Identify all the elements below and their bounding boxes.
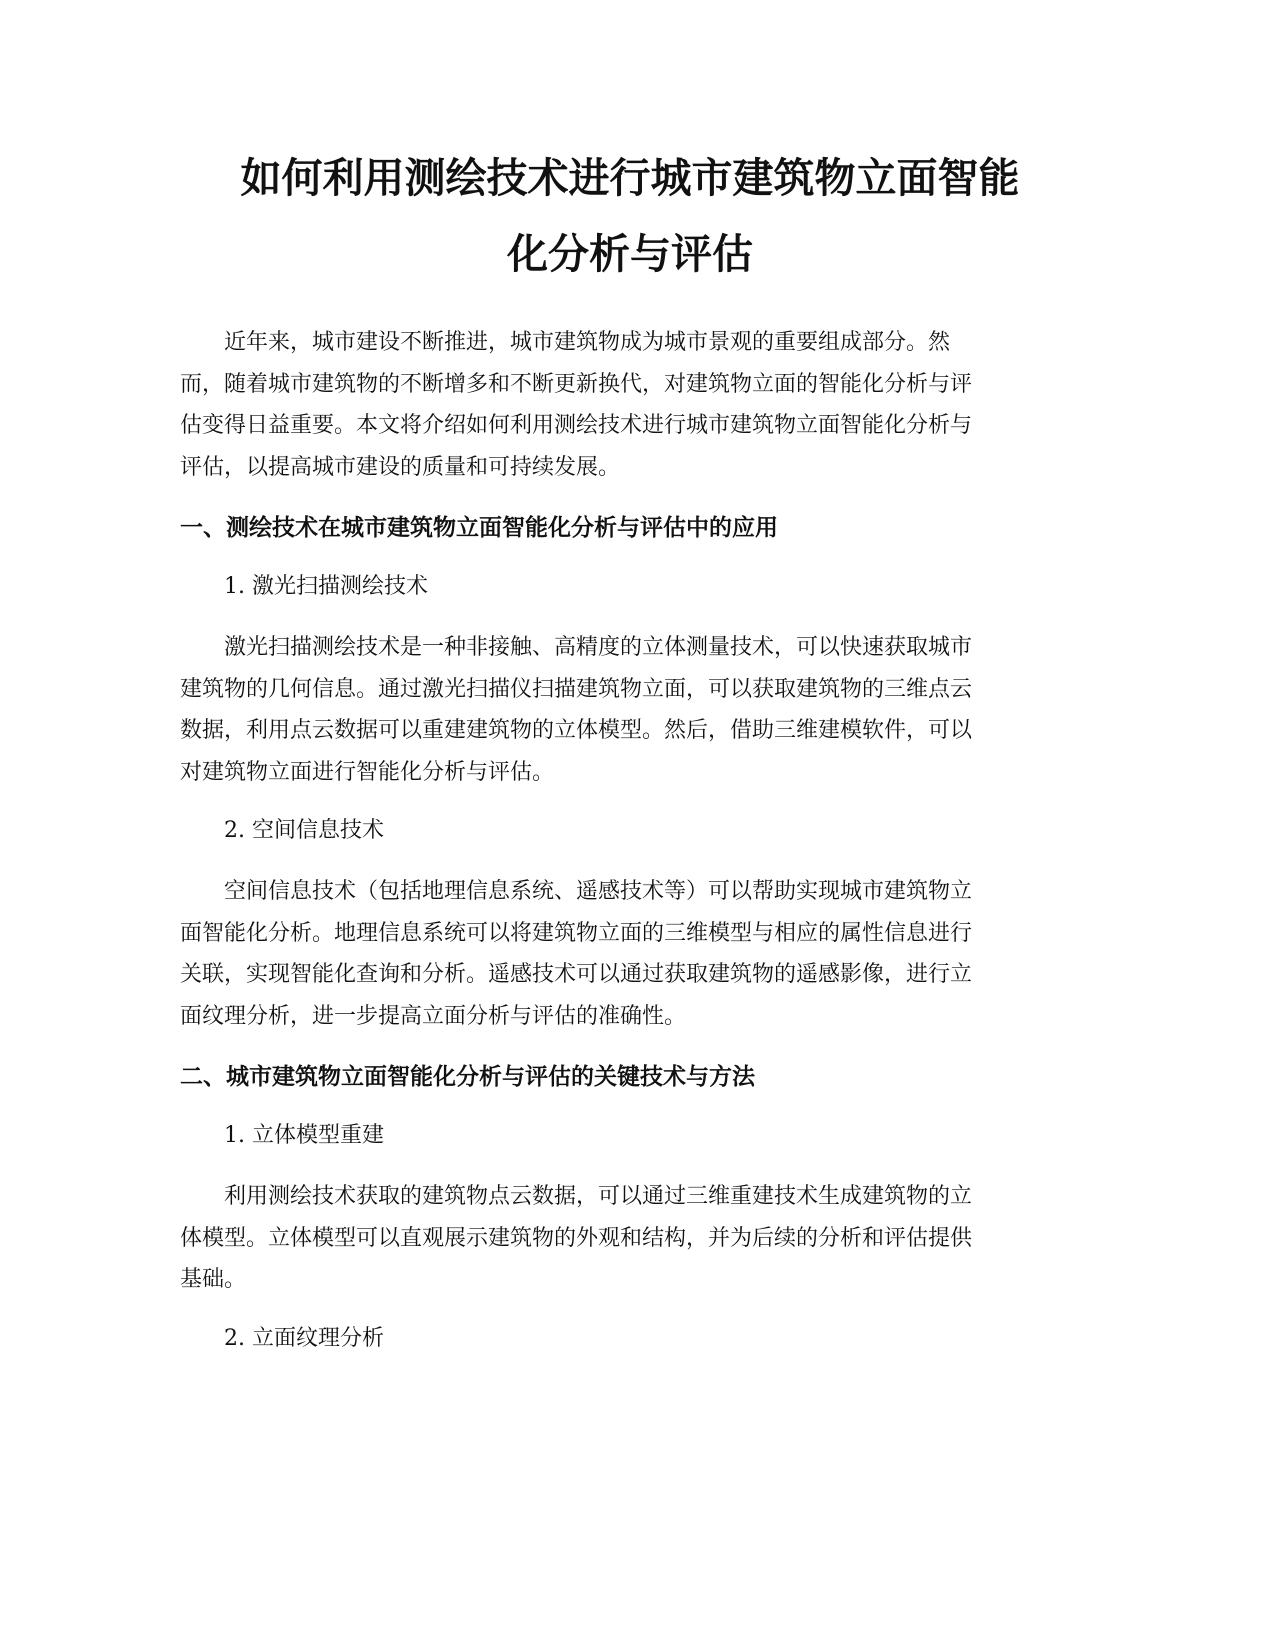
text-line: 体模型。立体模型可以直观展示建筑物的外观和结构，并为后续的分析和评估提供 (180, 1225, 973, 1251)
section-heading-1: 一、测绘技术在城市建筑物立面智能化分析与评估中的应用 (180, 515, 778, 541)
body-paragraph (180, 1176, 1080, 1301)
text-line: 近年来，城市建设不断推进，城市建筑物成为城市景观的重要组成部分。然 (224, 330, 951, 355)
subsection-title: 1. 立体模型重建 (224, 1123, 384, 1148)
body-paragraph (180, 871, 1080, 1037)
document-page (180, 140, 1080, 1359)
intro-paragraph (180, 322, 1080, 488)
text-line: 面智能化分析。地理信息系统可以将建筑物立面的三维模型与相应的属性信息进行 (180, 920, 973, 946)
text-line: 利用测绘技术获取的建筑物点云数据，可以通过三维重建技术生成建筑物的立 (224, 1184, 973, 1209)
section-heading-2: 二、城市建筑物立面智能化分析与评估的关键技术与方法 (180, 1064, 755, 1090)
text-line: 基础。 (180, 1267, 247, 1292)
text-line: 关联，实现智能化查询和分析。遥感技术可以通过获取建筑物的遥感影像，进行立 (180, 962, 973, 987)
text-line: 面纹理分析，进一步提高立面分析与评估的准确性。 (180, 1003, 687, 1029)
text-line: 评估，以提高城市建设的质量和可持续发展。 (180, 454, 621, 480)
text-line: 空间信息技术（包括地理信息系统、遥感技术等）可以帮助实现城市建筑物立 (224, 879, 973, 904)
body-paragraph (180, 627, 1080, 793)
text-line: 对建筑物立面进行智能化分析与评估。 (180, 759, 555, 785)
text-line: 建筑物的几何信息。通过激光扫描仪扫描建筑物立面，可以获取建筑物的三维点云 (180, 676, 973, 702)
subsection-title: 2. 立面纹理分析 (224, 1325, 384, 1351)
text-line: 估变得日益重要。本文将介绍如何利用测绘技术进行城市建筑物立面智能化分析与 (180, 413, 973, 438)
document-title (180, 140, 1080, 292)
text-line: 激光扫描测绘技术是一种非接触、高精度的立体测量技术，可以快速获取城市 (224, 635, 973, 660)
title-line: 化分析与评估 (507, 230, 753, 278)
text-line: 而，随着城市建筑物的不断增多和不断更新换代，对建筑物立面的智能化分析与评 (180, 371, 973, 397)
text-line: 数据，利用点云数据可以重建建筑物的立体模型。然后，借助三维建模软件，可以 (180, 718, 973, 743)
title-line: 如何利用测绘技术进行城市建筑物立面智能 (240, 154, 1020, 202)
subsection-title: 1. 激光扫描测绘技术 (224, 574, 428, 599)
subsection-title: 2. 空间信息技术 (224, 818, 384, 843)
